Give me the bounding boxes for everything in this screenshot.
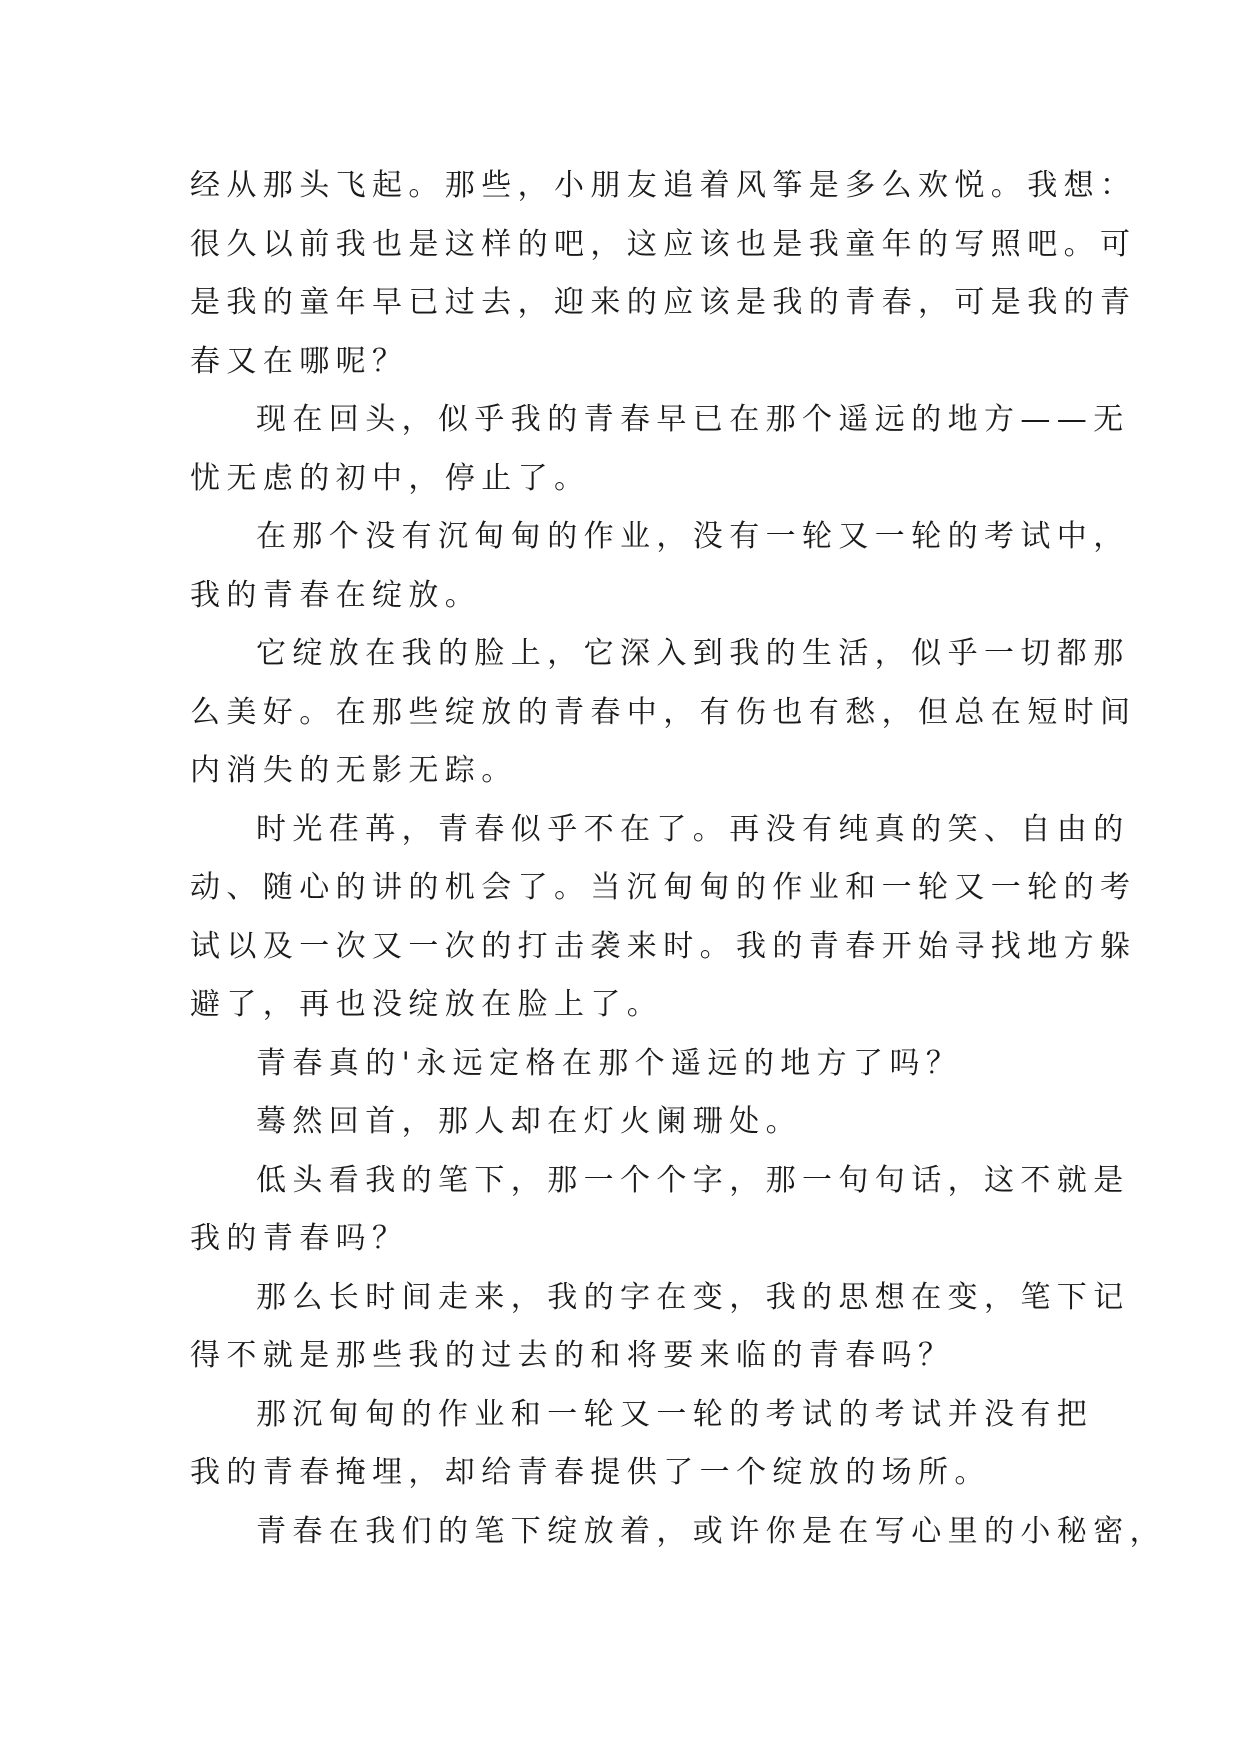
text-line: 是我的童年早已过去，迎来的应该是我的青春，可是我的青 — [190, 285, 1137, 320]
text-line: 那沉甸甸的作业和一轮又一轮的考试的考试并没有把 — [256, 1396, 1094, 1432]
text-line: 我的青春吗？ — [190, 1221, 409, 1256]
text-line: 忧无虑的初中，停止了。 — [190, 460, 591, 496]
text-line: 青春真的'永远定格在那个遥远的地方了吗？ — [256, 1045, 963, 1081]
text-line: 时光荏苒，青春似乎不在了。再没有纯真的笑、自由的 — [256, 811, 1130, 847]
text-line: 我的青春掩埋，却给青春提供了一个绽放的场所。 — [190, 1455, 991, 1490]
text-line: 那么长时间走来，我的字在变，我的思想在变，笔下记 — [256, 1279, 1130, 1315]
text-line: 试以及一次又一次的打击袭来时。我的青春开始寻找地方躲 — [190, 928, 1137, 964]
text-line: 低头看我的笔下，那一个个字，那一句句话，这不就是 — [256, 1162, 1130, 1198]
text-line: 蓦然回首，那人却在灯火阑珊处。 — [256, 1104, 802, 1139]
text-line: 在那个没有沉甸甸的作业，没有一轮又一轮的考试中， — [256, 519, 1130, 554]
text-line: 经从那头飞起。那些，小朋友追着风筝是多么欢悦。我想： — [190, 168, 1137, 203]
text-body — [190, 157, 1166, 1561]
text-line: 避了，再也没绽放在脸上了。 — [190, 987, 664, 1022]
text-line: 它绽放在我的脸上，它深入到我的生活，似乎一切都那 — [256, 636, 1130, 671]
text-line: 么美好。在那些绽放的青春中，有伤也有愁，但总在短时间 — [190, 694, 1137, 730]
text-line: 青春在我们的笔下绽放着，或许你是在写心里的小秘密， — [256, 1513, 1166, 1549]
text-line: 春又在哪呢？ — [190, 343, 409, 379]
text-line: 现在回头，似乎我的青春早已在那个遥远的地方——无 — [256, 402, 1130, 437]
text-line: 很久以前我也是这样的吧，这应该也是我童年的写照吧。可 — [190, 226, 1137, 262]
text-line: 动、随心的讲的机会了。当沉甸甸的作业和一轮又一轮的考 — [190, 870, 1137, 905]
text-line: 我的青春在绽放。 — [190, 577, 482, 613]
text-line: 内消失的无影无踪。 — [190, 753, 518, 788]
text-line: 得不就是那些我的过去的和将要来临的青春吗？ — [190, 1338, 955, 1373]
